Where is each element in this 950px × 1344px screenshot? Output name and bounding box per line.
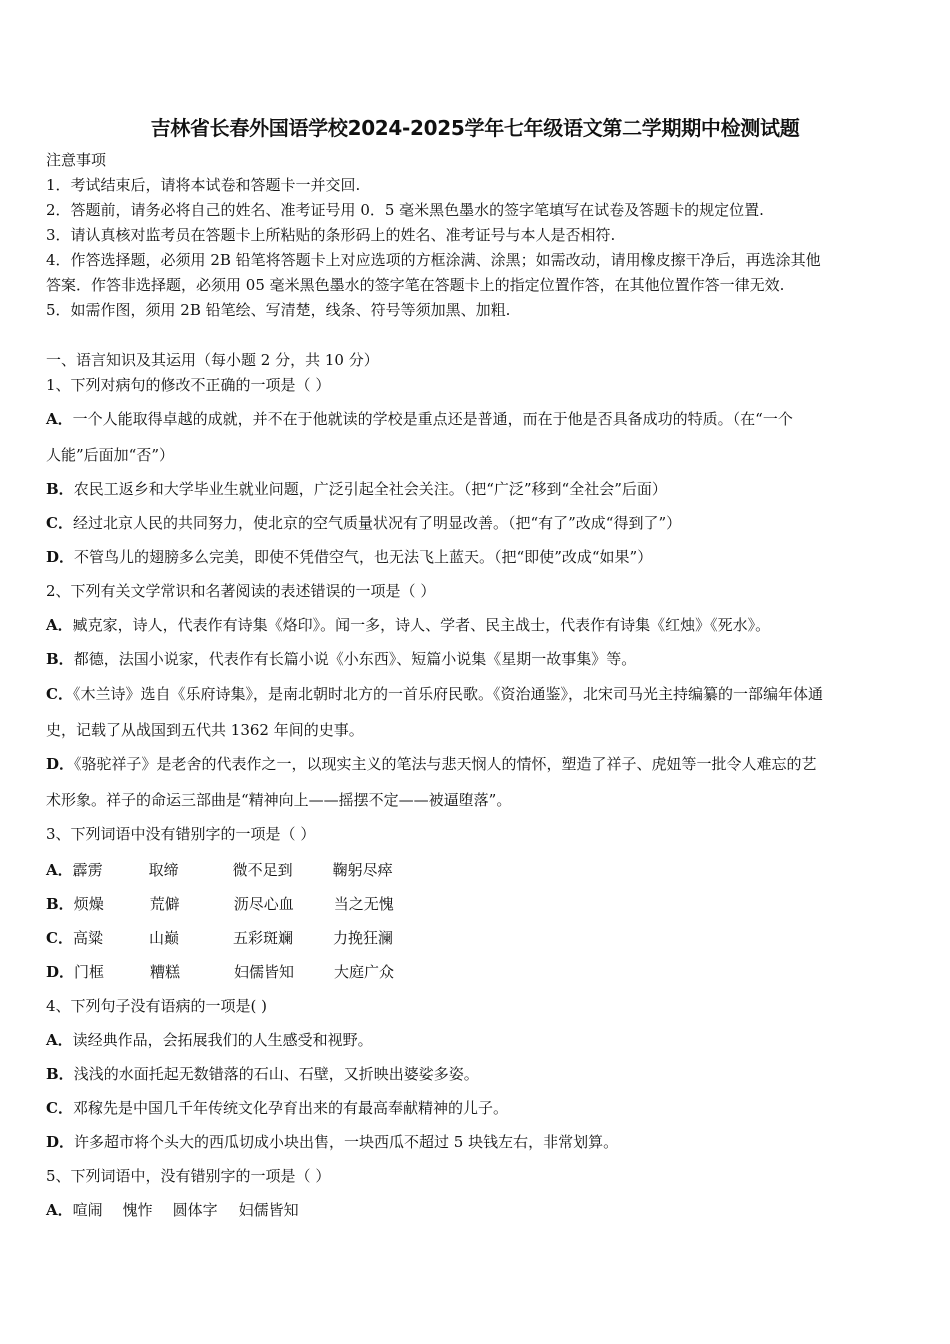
question-3-stem: 3、下列词语中没有错别字的一项是（ ）	[46, 825, 316, 843]
question-4-option-d	[46, 1132, 618, 1152]
option-label: C．	[46, 1099, 73, 1117]
option-word: 当之无愧	[333, 895, 394, 913]
option-label: B．	[46, 480, 74, 498]
option-text: 浅浅的水面托起无数错落的石山、石壁，又折映出婆娑多姿。	[73, 1065, 479, 1083]
option-word: 高粱	[72, 929, 103, 947]
question-1-stem: 1、下列对病句的修改不正确的一项是（ ）	[46, 376, 331, 394]
question-4-option-b	[46, 1064, 479, 1084]
question-3-option-d	[46, 962, 394, 982]
option-label: A．	[46, 1031, 73, 1049]
question-4-option-c	[46, 1098, 508, 1118]
question-2-option-d	[46, 754, 817, 774]
option-text: 邓稼先是中国几千年传统文化孕育出来的有最高奉献精神的儿子。	[72, 1099, 508, 1117]
question-1-option-a-cont: 人能”后面加“否”）	[46, 446, 175, 464]
option-word: 山巅	[148, 929, 179, 947]
question-4-option-a	[46, 1030, 373, 1050]
option-word: 微不足到	[232, 861, 293, 879]
option-word: 取缔	[148, 861, 179, 879]
option-text: 经过北京人民的共同努力，使北京的空气质量状况有了明显改善。（把“有了”改成“得到了”）	[72, 514, 682, 532]
option-word: 愧怍	[122, 1201, 153, 1219]
option-word: 霹雳	[72, 861, 103, 879]
option-word: 鞠躬尽瘁	[332, 861, 393, 879]
section-heading: 一、语言知识及其运用（每小题 2 分，共 10 分）	[46, 351, 379, 369]
option-label: A．	[46, 861, 73, 879]
option-text: 《骆驼祥子》是老舍的代表作之一，以现实主义的笔法与悲天悯人的情怀，塑造了祥子、虎妞等一批令人难忘的艺	[74, 755, 817, 773]
option-word: 烦燥	[73, 895, 104, 913]
option-word: 圆体字	[172, 1201, 218, 1219]
option-word: 荒僻	[149, 895, 180, 913]
option-label: B．	[46, 895, 74, 913]
question-2-option-c-cont: 史，记载了从战国到五代共 1362 年间的史事。	[46, 721, 364, 739]
option-label: D．	[46, 1133, 75, 1151]
option-text: 不管鸟儿的翅膀多么完美，即使不凭借空气，也无法飞上蓝天。（把“即使”改成“如果”）	[74, 548, 653, 566]
notice-item: 1．考试结束后，请将本试卷和答题卡一并交回.	[46, 176, 361, 194]
question-3-option-b	[46, 894, 394, 914]
option-label: D．	[46, 963, 75, 981]
option-word: 门框	[74, 963, 105, 981]
option-word: 力挽狂澜	[332, 929, 393, 947]
question-2-option-c	[46, 684, 823, 704]
question-1-option-c	[46, 513, 681, 533]
question-1-option-b	[46, 479, 667, 499]
option-word: 五彩斑斓	[232, 929, 293, 947]
option-word: 妇儒皆知	[234, 963, 295, 981]
notice-item: 答案．作答非选择题，必须用 05 毫米黑色墨水的签字笔在答题卡上的指定位置作答，在其他位置作答一律无效.	[46, 276, 785, 294]
option-text: 农民工返乡和大学毕业生就业问题，广泛引起全社会关注。（把“广泛”移到“全社会”后面）	[73, 480, 667, 498]
option-label: C．	[46, 514, 73, 532]
notice-item: 3．请认真核对监考员在答题卡上所粘贴的条形码上的姓名、准考证号与本人是否相符.	[46, 226, 616, 244]
notice-item: 2．答题前，请务必将自己的姓名、准考证号用 0．5 毫米黑色墨水的签字笔填写在试卷及答题卡的规定位置.	[46, 201, 764, 219]
option-label: D．	[46, 755, 75, 773]
option-label: A．	[46, 1201, 73, 1219]
option-text: 《木兰诗》选自《乐府诗集》，是南北朝时北方的一首乐府民歌。《资治通鉴》，北宋司马光主持编纂的一部编年体通	[72, 685, 823, 703]
notice-item: 5．如需作图，须用 2B 铅笔绘、写清楚，线条、符号等须加黑、加粗.	[46, 301, 511, 319]
option-text: 一个人能取得卓越的成就，并不在于他就读的学校是重点还是普通，而在于他是否具备成功的特质。（在“一个	[72, 410, 793, 428]
question-2-option-d-cont: 术形象。祥子的命运三部曲是“精神向上——摇摆不定——被逼堕落”。	[46, 791, 512, 809]
option-label: A．	[46, 616, 73, 634]
option-label: C．	[46, 685, 73, 703]
option-word: 喧闹	[72, 1201, 103, 1219]
question-5-option-a	[46, 1200, 299, 1220]
option-text: 臧克家，诗人，代表作有诗集《烙印》。闻一多，诗人、学者、民主战士，代表作有诗集《红烛》《死水》。	[72, 616, 771, 634]
option-label: C．	[46, 929, 73, 947]
option-word: 沥尽心血	[233, 895, 294, 913]
option-text: 读经典作品，会拓展我们的人生感受和视野。	[72, 1031, 373, 1049]
option-word: 糟糕	[150, 963, 181, 981]
option-label: B．	[46, 650, 74, 668]
question-4-stem: 4、下列句子没有语病的一项是( )	[46, 997, 268, 1015]
page-title: 吉林省长春外国语学校2024-2025学年七年级语文第二学期期中检测试题	[150, 116, 800, 140]
question-2-option-a	[46, 615, 770, 635]
notice-item: 4．作答选择题，必须用 2B 铅笔将答题卡上对应选项的方框涂满、涂黑；如需改动，请用橡皮擦干净后，再选涂其他	[46, 251, 821, 269]
question-1-option-a	[46, 409, 793, 429]
option-label: B．	[46, 1065, 74, 1083]
question-2-option-b	[46, 649, 636, 669]
option-word: 妇儒皆知	[238, 1201, 299, 1219]
option-word: 大庭广众	[334, 963, 395, 981]
option-text: 许多超市将个头大的西瓜切成小块出售，一块西瓜不超过 5 块钱左右，非常划算。	[74, 1133, 619, 1151]
question-3-option-c	[46, 928, 393, 948]
option-text: 都德，法国小说家，代表作有长篇小说《小东西》、短篇小说集《星期一故事集》等。	[73, 650, 637, 668]
option-label: D．	[46, 548, 75, 566]
question-3-option-a	[46, 860, 393, 880]
notice-heading: 注意事项	[46, 151, 107, 169]
option-label: A．	[46, 410, 73, 428]
question-1-option-d	[46, 547, 652, 567]
question-5-stem: 5、下列词语中，没有错别字的一项是（ ）	[46, 1167, 331, 1185]
question-2-stem: 2、下列有关文学常识和名著阅读的表述错误的一项是（ ）	[46, 582, 436, 600]
